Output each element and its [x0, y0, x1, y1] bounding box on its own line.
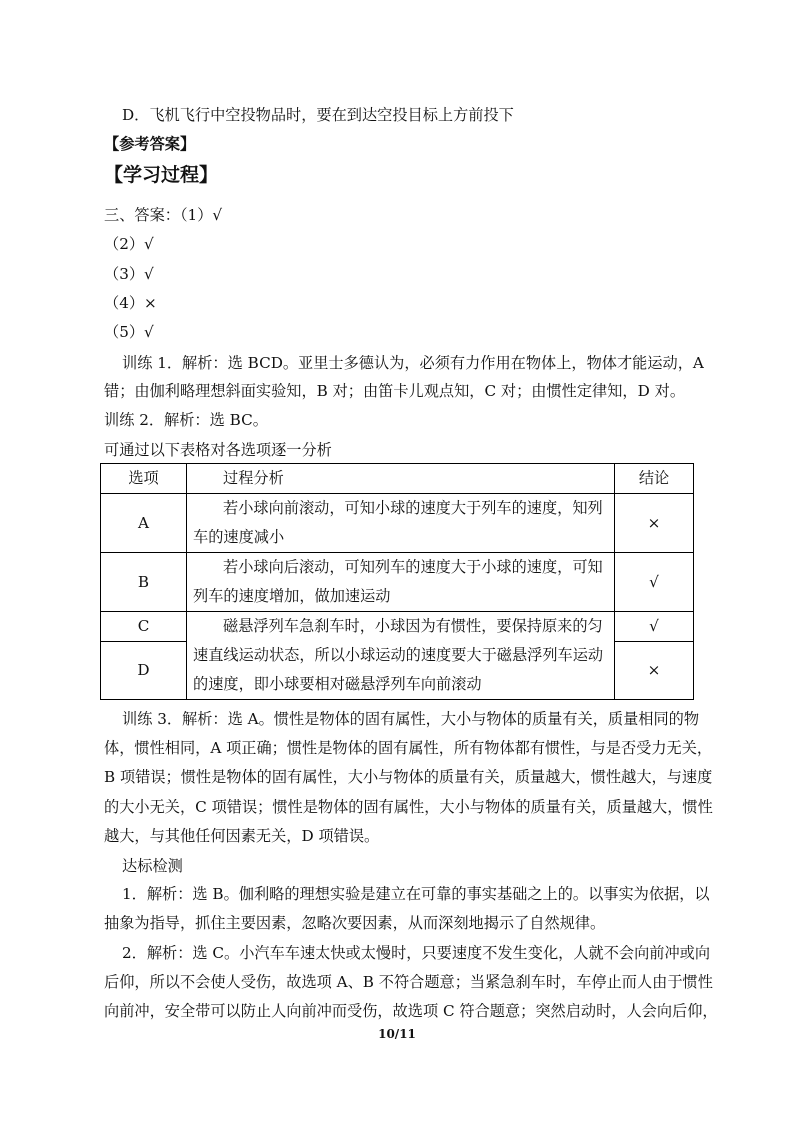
question-2-line-2: 后仰，所以不会使人受伤，故选项 A、B 不符合题意；当紧急刹车时，车停止而人由于惯性 [104, 973, 713, 991]
answer-line-2: （2）√ [104, 235, 154, 253]
row-a-conclusion: × [615, 494, 694, 553]
analysis-table [100, 463, 694, 700]
row-d-option: D [101, 642, 187, 700]
training-3-line-5: 越大，与其他任何因素无关，D 项错误。 [104, 827, 380, 845]
row-cd-analysis: 磁悬浮列车急刹车时，小球因为有惯性，要保持原来的匀速直线运动状态，所以小球运动的速度要大于磁悬浮列车运动的速度，即小球要相对磁悬浮列车向前滚动 [187, 612, 615, 700]
row-b-analysis: 若小球向后滚动，可知列车的速度大于小球的速度，可知列车的速度增加，做加速运动 [187, 553, 615, 612]
training-3-line-2: 体，惯性相同，A 项正确；惯性是物体的固有属性，所有物体都有惯性，与是否受力无关， [104, 739, 713, 757]
question-2-line-1: 2．解析：选 C。小汽车车速太快或太慢时，只要速度不发生变化，人就不会向前冲或向 [122, 944, 711, 962]
table-row [101, 612, 694, 642]
row-b-conclusion: √ [615, 553, 694, 612]
header-option: 选项 [101, 464, 187, 494]
answer-line-4: （4）× [104, 294, 157, 312]
row-c-option: C [101, 612, 187, 642]
row-a-analysis: 若小球向前滚动，可知小球的速度大于列车的速度，知列车的速度减小 [187, 494, 615, 553]
reference-answer-heading: 【参考答案】 [104, 135, 196, 153]
header-analysis: 过程分析 [187, 464, 615, 494]
training-3-line-3: B 项错误；惯性是物体的固有属性，大小与物体的质量有关，质量越大，惯性越大，与速度 [104, 768, 713, 786]
page-number: 10/11 [378, 1027, 416, 1041]
training-1-line-2: 错；由伽利略理想斜面实验知，B 对；由笛卡儿观点知，C 对；由惯性定律知，D 对。 [104, 382, 686, 400]
table-row [101, 494, 694, 553]
row-b-option: B [101, 553, 187, 612]
header-conclusion: 结论 [615, 464, 694, 494]
question-2-line-3: 向前冲，安全带可以防止人向前冲而受伤，故选项 C 符合题意；突然启动时，人会向后仰， [104, 1002, 718, 1020]
table-intro: 可通过以下表格对各选项逐一分析 [104, 441, 332, 459]
assessment-heading: 达标检测 [122, 857, 183, 875]
option-d-line: D．飞机飞行中空投物品时，要在到达空投目标上方前投下 [122, 106, 514, 124]
table-header-row [101, 464, 694, 494]
training-1-line-1: 训练 1．解析：选 BCD。亚里士多德认为，必须有力作用在物体上，物体才能运动，A [122, 354, 704, 372]
question-1-line-1: 1．解析：选 B。伽利略的理想实验是建立在可靠的事实基础之上的。以事实为依据，以 [122, 885, 710, 903]
learning-process-heading: 【学习过程】 [104, 164, 219, 186]
answer-line-5: （5）√ [104, 323, 154, 341]
row-a-option: A [101, 494, 187, 553]
training-3-line-4: 的大小无关，C 项错误；惯性是物体的固有属性，大小与物体的质量有关，质量越大，惯性 [104, 798, 713, 816]
training-3-line-1: 训练 3．解析：选 A。惯性是物体的固有属性，大小与物体的质量有关，质量相同的物 [122, 710, 700, 728]
row-c-conclusion: √ [615, 612, 694, 642]
table-row [101, 553, 694, 612]
training-2-line: 训练 2．解析：选 BC。 [104, 411, 268, 429]
question-1-line-2: 抽象为指导，抓住主要因素，忽略次要因素，从而深刻地揭示了自然规律。 [104, 914, 606, 932]
row-d-conclusion: × [615, 642, 694, 700]
answer-line-3: （3）√ [104, 265, 154, 283]
answer-line-1: 三、答案：（1）√ [104, 206, 223, 224]
